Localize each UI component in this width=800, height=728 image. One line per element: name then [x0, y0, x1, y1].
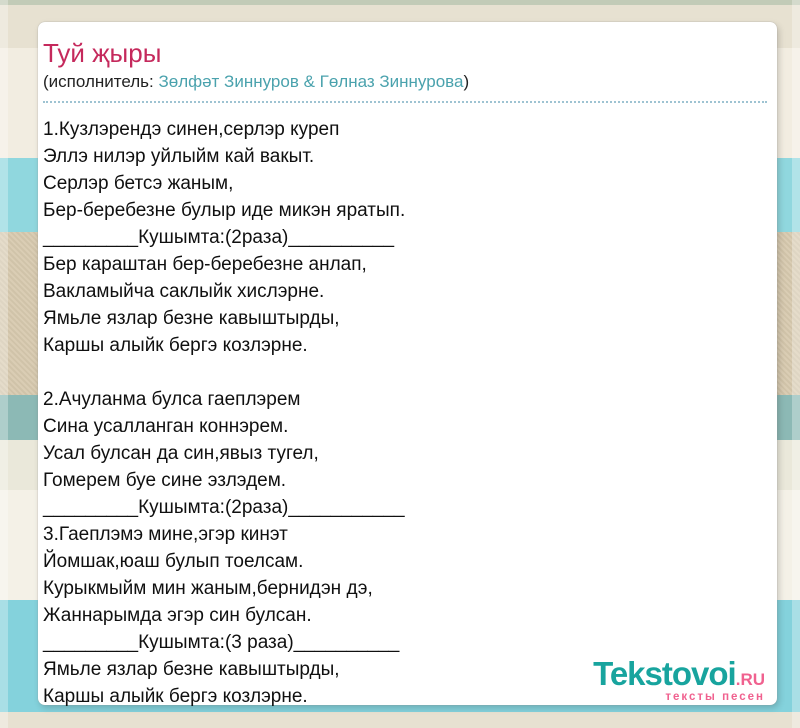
site-logo-brand: Tekstovoi — [593, 654, 736, 692]
lyric-line: Жаннарымда эгэр син булсан. — [43, 605, 312, 626]
lyric-line: Бер караштан бер-беребезне анлап, — [43, 254, 367, 275]
lyric-line: Серлэр бетсэ жаным, — [43, 173, 234, 194]
page-edge-highlight — [0, 0, 8, 728]
lyric-line: Сина усалланган коннэрем. — [43, 416, 289, 437]
lyrics-card — [38, 22, 777, 705]
lyric-line: _________Кушымта:(2раза)___________ — [43, 497, 405, 518]
lyric-line: Усал булсан да син,явыз тугел, — [43, 443, 319, 464]
page-title: Туй җыры — [43, 38, 162, 68]
lyric-line: Ямьле язлар безне кавыштырды, — [43, 659, 340, 680]
lyric-line: Курыкмыйм мин жаным,бернидэн дэ, — [43, 578, 373, 599]
lyric-line: Вакламыйча саклыйк хислэрне. — [43, 281, 325, 302]
lyric-line: _________Кушымта:(2раза)__________ — [43, 227, 395, 248]
lyric-line: Йомшак,юаш булып тоелсам. — [43, 551, 304, 572]
site-logo-domain: .RU — [735, 669, 765, 689]
site-logo[interactable] — [593, 654, 765, 704]
page-edge-highlight — [792, 0, 800, 728]
performer-close-paren: ) — [463, 72, 470, 91]
lyric-line: Каршы алыйк бергэ козлэрне. — [43, 686, 308, 707]
performer-row — [43, 71, 767, 103]
performer-label: (исполнитель: — [43, 72, 159, 91]
lyric-line: 3.Гаеплэмэ мине,эгэр кинэт — [43, 524, 288, 545]
lyric-line: _________Кушымта:(3 раза)__________ — [43, 632, 400, 653]
lyrics-text — [43, 116, 767, 710]
lyric-line: 1.Кузлэрендэ синен,серлэр куреп — [43, 119, 340, 140]
lyric-line-blank — [43, 359, 767, 386]
lyric-line: Эллэ нилэр уйлыйм кай вакыт. — [43, 146, 315, 167]
lyric-line: Ямьле язлар безне кавыштырды, — [43, 308, 340, 329]
lyric-line: Гомерем буе сине эзлэдем. — [43, 470, 287, 491]
background-stripe — [0, 712, 800, 728]
lyric-line: Каршы алыйк бергэ козлэрне. — [43, 335, 308, 356]
artist-link[interactable]: Зөлфәт Зиннуров & Гөлназ Зиннурова — [158, 72, 464, 91]
lyric-line: Бер-беребезне булыр иде микэн яратып. — [43, 200, 406, 221]
lyric-line: 2.Ачуланма булса гаеплэрем — [43, 389, 301, 410]
site-logo-wordmark — [593, 654, 765, 692]
site-logo-tagline: тексты песен — [665, 690, 765, 703]
